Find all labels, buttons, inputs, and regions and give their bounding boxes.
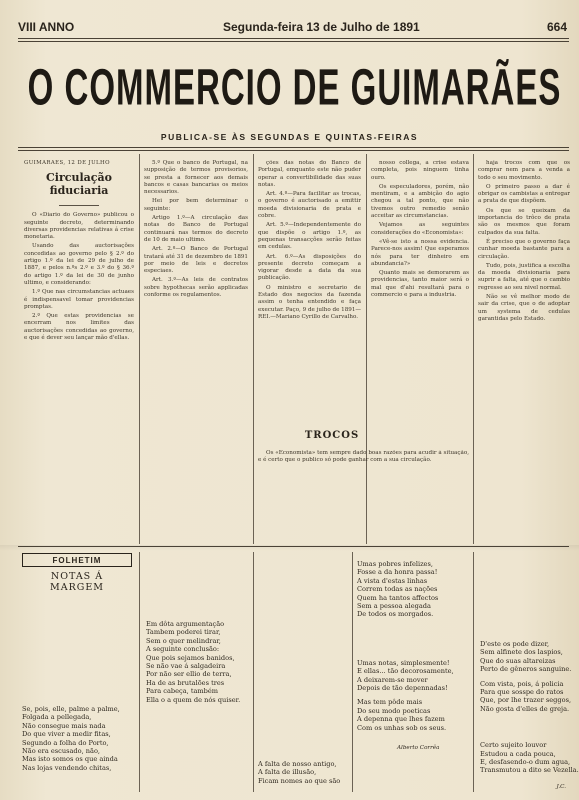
verse: Estudou a cada pouca, bbox=[480, 749, 556, 758]
paragraph: Os «Economista» tem sempre dado boas razões para acudir á situação, e é certo que o publico só pode ganhar com a sua circulação. bbox=[258, 450, 469, 464]
verse: Do seu modo poeticas bbox=[357, 706, 431, 715]
verse: Ficam nomes ao que são bbox=[258, 776, 341, 785]
verse: A deixarem-se mover bbox=[357, 675, 428, 684]
paragraph: Artigo 1.º—A circulação das notas do Banco de Portugal continuará nas termos do decreto de 10 de maio ultimo. bbox=[144, 215, 248, 243]
paragraph: Os que se queixam da importancia do trôco de prata são os mesmos que foram culpados da sua falta. bbox=[478, 207, 570, 236]
poem-4 bbox=[357, 560, 471, 753]
paragraph: Vejamos as seguintes considerações do «Economista»: bbox=[371, 222, 469, 236]
verse: Se não vae á salgadeira bbox=[146, 662, 226, 671]
verse: Com vista, pois, á policia bbox=[480, 679, 564, 688]
masthead-subtitle: PUBLICA-SE ÀS SEGUNDAS E QUINTAS-FEIRAS bbox=[160, 132, 419, 142]
verse: Umas pobres infelizes, bbox=[357, 560, 433, 568]
verse: Segundo a folha do Porto, bbox=[22, 738, 109, 747]
verse: Que do suas altareizas bbox=[480, 656, 556, 665]
article-column-2 bbox=[144, 160, 248, 545]
paragraph: ções das notas do Banco de Portugal, emquanto este não puder operar a convertibilidade das suas notas. bbox=[258, 160, 361, 188]
verse: A falta de illusão, bbox=[258, 768, 317, 777]
verse: A vista d'estas linhas bbox=[357, 576, 428, 585]
verse: De todos os morgados. bbox=[357, 610, 434, 619]
poem-5 bbox=[480, 640, 579, 791]
verse: Para que sosspe do ratos bbox=[480, 688, 564, 697]
paragraph: Usando das auctorisações concedidas ao governo pelo § 2.º do artigo 1.º da lei de 29 de julho de 1887, e pelos n.ºs 2.º e 3.º do § 36.º do artigo 1.º da lei de 30 de junho ultimo, e considerando: bbox=[24, 243, 134, 286]
masthead-rule bbox=[18, 147, 569, 148]
poem-3 bbox=[258, 760, 350, 785]
column-rule bbox=[253, 552, 254, 792]
column-rule bbox=[352, 552, 353, 792]
verse: Do que viver a medir fitas, bbox=[22, 730, 111, 739]
article-headline: Circulação fiduciaria bbox=[46, 171, 112, 198]
masthead-title: O COMMERCIO DE GUIMARÃES bbox=[27, 58, 562, 116]
verse: A seguinte conclusão: bbox=[146, 645, 220, 654]
column-rule bbox=[139, 552, 140, 792]
verse: Se, pois, elle, palme a palme, bbox=[22, 705, 120, 713]
paragraph: «Vê-se isto a nossa evidencia. Parece-nos assim! Que esperamos nós para ter dinheiro em abundancia?» bbox=[371, 238, 469, 267]
column-rule bbox=[139, 154, 140, 544]
poem-1 bbox=[22, 705, 137, 772]
verse: Quem ha tantos affectos bbox=[357, 593, 439, 602]
paragraph: O primeiro passo a dar é obrigar os cambistas a entregar a prata de que dispõem. bbox=[478, 183, 570, 205]
article-column-1 bbox=[24, 160, 134, 545]
verse: E ellas... tão decorosamente, bbox=[357, 667, 454, 676]
header-rule bbox=[18, 38, 569, 39]
verse: Não consegue mais nada bbox=[22, 721, 106, 730]
column-rule bbox=[253, 154, 254, 544]
folhetim-label: FOLHETIM bbox=[22, 553, 132, 567]
verse: Depois de tão depennadas! bbox=[357, 684, 448, 693]
paragraph: É preciso que o governo faça cunhar moeda bastante para a circulação. bbox=[478, 238, 570, 260]
verse: E, desfasendo-o dum agua, bbox=[480, 758, 571, 767]
verse: Para cabeça, também bbox=[146, 687, 219, 696]
column-rule bbox=[473, 154, 474, 544]
verse: Certo sujeito louvor bbox=[480, 741, 547, 750]
header-line bbox=[18, 20, 567, 38]
verse: Transmutou a dito se Vezella. bbox=[480, 766, 579, 775]
paragraph: O «Diario do Governo» publicou o seguinte decreto, determinando diversas providencias relativas á crise monetaria. bbox=[24, 212, 134, 241]
verse: Folgada a pellegada, bbox=[22, 713, 92, 722]
verse: A falta de nosso antigo, bbox=[258, 760, 337, 768]
article-column-3 bbox=[258, 160, 361, 450]
paragraph: Art. 2.º—O Banco de Portugal tratará até 31 de dezembro de 1891 por meio de leis e decretos especiaes. bbox=[144, 246, 248, 275]
verse: Com os unhas sob os seus. bbox=[357, 723, 447, 732]
paragraph: Art. 6.º—As disposições do presente decreto começam a vigorar desde a data da sua publicação. bbox=[258, 253, 361, 282]
paragraph: Quanto mais se demorarem as providencias, tanto maior será o mal que d'ahi resultará para o commercio e para a industria. bbox=[371, 270, 469, 299]
verse: Correm todas as nações bbox=[357, 585, 438, 594]
verse: D'este os pode dizer, bbox=[480, 640, 550, 648]
verse: Que pois sejamos banidos, bbox=[146, 653, 235, 662]
headline-rule bbox=[59, 205, 99, 206]
paragraph: Tudo, pois, justifica a escolha da moeda divisionaria para suprir a falta, até que o cambio regresse ao seu nivel normal. bbox=[478, 262, 570, 291]
paragraph: Hei por bem determinar o seguinte: bbox=[144, 198, 248, 212]
verse: Sem o quer melindrar, bbox=[146, 636, 221, 645]
verse: Perto de gêneros sanguine. bbox=[480, 665, 572, 674]
verse: A depenna que lhes fazem bbox=[357, 715, 445, 724]
poem-signature: Alberto Corrêa bbox=[397, 745, 440, 752]
verse: Ha de as brutalões tres bbox=[146, 678, 225, 687]
verse: Umas notas, simplesmente! bbox=[357, 658, 450, 667]
folhetim-title: NOTAS Á MARGEM bbox=[50, 571, 104, 593]
paragraph: 1.º Que nas circumstancias actuaes é indispensavel tomar providencias promptas. bbox=[24, 289, 134, 310]
paragraph: 2.º Que estas providencias se encerram nos limites das auctorisações concedidas ao governo, e que é dever seu lançar mão d'ellas. bbox=[24, 313, 134, 342]
poem-signature: J.C. bbox=[556, 783, 566, 790]
dateline: GUIMARÃES, 12 DE JULHO bbox=[24, 160, 110, 166]
paragraph: Art. 3.º—As leis de contratos sobre hypothecas serão applicadas conforme os regulamentos. bbox=[144, 277, 248, 299]
verse: Não era escusado, não, bbox=[22, 747, 101, 756]
verse: Sem alfinete dos laspios, bbox=[480, 648, 563, 657]
verse: Por não ser ellio de terra, bbox=[146, 670, 232, 679]
verse: Em dôta argumentação bbox=[146, 620, 225, 628]
verse: Não gosta d'elles de greja. bbox=[480, 704, 570, 713]
paragraph: Art. 4.º—Para facilitar as trocas, o governo é auctorisado a emittir moeda divisionaria de prata e cobre. bbox=[258, 191, 361, 220]
folhetim-rule bbox=[18, 546, 569, 547]
verse: Mas isto somos os que ainda bbox=[22, 755, 118, 764]
verse: Mas tem pôde mais bbox=[357, 698, 423, 707]
article-column-5 bbox=[478, 160, 570, 545]
paragraph: Art. 5.º—Independentemente do que dispõe o artigo 1.º, as pequenas transacções serão feitas em cedulas. bbox=[258, 222, 361, 251]
verse: Fosse a da honra passa! bbox=[357, 568, 438, 577]
paragraph: 5.º Que o banco de Portugal, na supposição de termos provisorios, se presta a fornecer aos demais bancos e casas bancarias os meios necessarios. bbox=[144, 160, 248, 196]
article-column-4 bbox=[371, 160, 469, 420]
section-heading-trocos: TROCOS bbox=[304, 430, 360, 441]
verse: Nas lojas vendendo chitas, bbox=[22, 763, 112, 772]
verse: Que, por lhe trazer seggos, bbox=[480, 696, 572, 705]
masthead-rule-2 bbox=[18, 150, 569, 151]
issue-number: 664 bbox=[546, 20, 567, 34]
paragraph: Os especuladores, porém, não mentiram, e a ambição do agio chegou a tal ponto, que não tivemos outro remedio senão acceitar as circumstancias. bbox=[371, 183, 469, 220]
paragraph: nosso collega, a crise estava completa, pois ninguem tinha ouro. bbox=[371, 160, 469, 181]
paragraph: O ministro e secretario de Estado dos negocios da fazenda assim o tenha entendido e faça executar. Paço, 9 de julho de 1891—REI.—Mariano Cyrillo de Carvalho. bbox=[258, 284, 361, 320]
issue-date: Segunda-feira 13 de Julho de 1891 bbox=[223, 20, 420, 34]
column-rule bbox=[473, 552, 474, 792]
paragraph: haja trocos com que os comprar nem para a venda a todo o seu movimento. bbox=[478, 160, 570, 181]
verse: Ella o a quem de nós quiser. bbox=[146, 695, 241, 704]
verse: Sem a pessoa alegada bbox=[357, 602, 431, 611]
trocos-article bbox=[258, 450, 469, 542]
paragraph: Não se vê melhor modo de sair da crise, que o de adoptar um systema de cedulas garantidas pelo Estado. bbox=[478, 294, 570, 322]
verse: Tambem poderei tirar, bbox=[146, 628, 221, 637]
header-rule-2 bbox=[18, 41, 569, 42]
issue-year: VIII ANNO bbox=[18, 20, 75, 34]
poem-2 bbox=[146, 620, 251, 704]
